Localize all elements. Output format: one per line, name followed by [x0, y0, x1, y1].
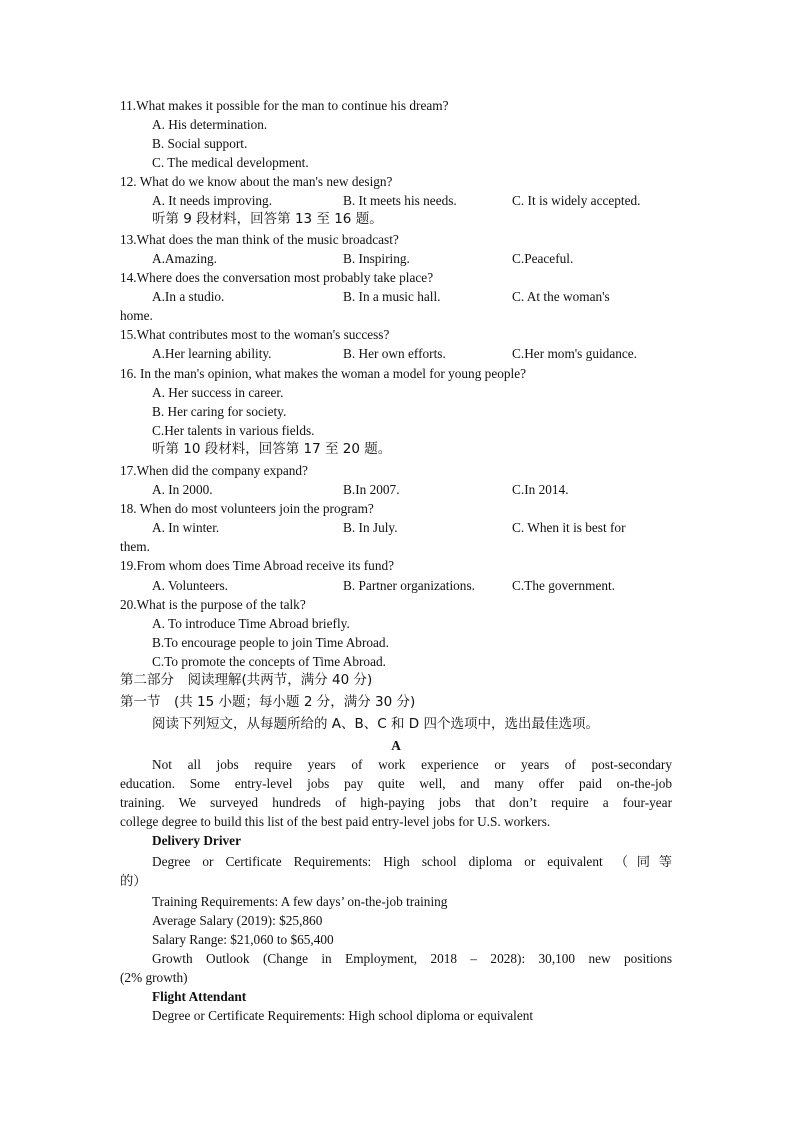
- question-20-option-b: B.To encourage people to join Time Abroad.: [152, 635, 389, 650]
- question-17-option-b: B.In 2007.: [343, 482, 400, 497]
- section-10-instruction: 听第 10 段材料，回答第 17 至 20 题。: [152, 441, 392, 457]
- question-18-options: [120, 518, 672, 537]
- job-2-title: Flight Attendant: [152, 989, 247, 1004]
- question-12-options: [120, 191, 672, 210]
- question-19-stem: 19.From whom does Time Abroad receive its fund?: [120, 558, 395, 573]
- question-16-option-b: B. Her caring for society.: [152, 404, 287, 419]
- passage-intro-line-3: training. We surveyed hundreds of high-paying jobs that don’t require a four-year: [120, 795, 672, 810]
- question-20-stem: 20.What is the purpose of the talk?: [120, 597, 306, 612]
- question-13-option-b: B. Inspiring.: [343, 251, 410, 266]
- job-1-degree: Degree or Certificate Requirements: High school diploma or equivalent （同等: [152, 854, 672, 869]
- question-11-stem: 11.What makes it possible for the man to continue his dream?: [120, 98, 449, 113]
- job-1-salary: Average Salary (2019): $25,860: [152, 913, 323, 928]
- question-13-options: [120, 249, 672, 268]
- question-13-option-a: A.Amazing.: [152, 251, 217, 266]
- question-20-option-c: C.To promote the concepts of Time Abroad.: [152, 654, 386, 669]
- passage-intro-line-2: education. Some entry-level jobs pay quite well, and many offer paid on-the-job: [120, 776, 672, 791]
- passage-intro-line-1: Not all jobs require years of work experience or years of post-secondary: [152, 757, 672, 772]
- question-14-option-c: C. At the woman's: [512, 289, 610, 304]
- question-12-stem: 12. What do we know about the man's new design?: [120, 174, 393, 189]
- question-19-option-a: A. Volunteers.: [152, 578, 228, 593]
- part-2-heading: 第二部分 阅读理解(共两节，满分 40 分): [120, 672, 373, 688]
- question-18-stem: 18. When do most volunteers join the program?: [120, 501, 374, 516]
- question-19-option-c: C.The government.: [512, 578, 616, 593]
- question-17-stem: 17.When did the company expand?: [120, 463, 308, 478]
- question-13-option-c: C.Peaceful.: [512, 251, 574, 266]
- question-19-options: [120, 576, 672, 595]
- job-1-degree-continued: 的）: [120, 873, 147, 888]
- question-16-option-a: A. Her success in career.: [152, 385, 284, 400]
- question-15-option-a: A.Her learning ability.: [152, 346, 272, 361]
- question-15-option-c: C.Her mom's guidance.: [512, 346, 637, 361]
- question-18-option-c: C. When it is best for: [512, 520, 626, 535]
- question-14-stem: 14.Where does the conversation most probably take place?: [120, 270, 434, 285]
- question-20-option-a: A. To introduce Time Abroad briefly.: [152, 616, 350, 631]
- passage-intro-line-4: college degree to build this list of the best paid entry-level jobs for U.S. workers.: [120, 814, 551, 829]
- question-15-stem: 15.What contributes most to the woman's success?: [120, 327, 390, 342]
- question-11-option-b: B. Social support.: [152, 136, 248, 151]
- question-17-option-c: C.In 2014.: [512, 482, 569, 497]
- question-12-option-a: A. It needs improving.: [152, 193, 273, 208]
- part-2-instruction: 阅读下列短文，从每题所给的 A、B、C 和 D 四个选项中，选出最佳选项。: [152, 716, 599, 732]
- question-14-option-a: A.In a studio.: [152, 289, 225, 304]
- question-15-options: [120, 344, 672, 363]
- question-19-option-b: B. Partner organizations.: [343, 578, 475, 593]
- question-13-stem: 13.What does the man think of the music broadcast?: [120, 232, 399, 247]
- question-11-option-a: A. His determination.: [152, 117, 268, 132]
- question-14-option-b: B. In a music hall.: [343, 289, 441, 304]
- question-14-options: [120, 287, 672, 306]
- section-9-instruction: 听第 9 段材料，回答第 13 至 16 题。: [152, 211, 383, 227]
- job-1-salary-range: Salary Range: $21,060 to $65,400: [152, 932, 334, 947]
- question-18-option-b: B. In July.: [343, 520, 398, 535]
- question-17-options: [120, 480, 672, 499]
- question-18-option-c-continued: them.: [120, 539, 150, 554]
- job-1-growth-continued: (2% growth): [120, 970, 188, 985]
- question-16-option-c: C.Her talents in various fields.: [152, 423, 315, 438]
- question-15-option-b: B. Her own efforts.: [343, 346, 446, 361]
- job-1-growth: Growth Outlook (Change in Employment, 2018 – 2028): 30,100 new positions: [152, 951, 672, 966]
- passage-label: A: [391, 738, 401, 753]
- question-14-option-c-continued: home.: [120, 308, 153, 323]
- job-1-training: Training Requirements: A few days’ on-the-job training: [152, 894, 448, 909]
- job-2-degree: Degree or Certificate Requirements: High school diploma or equivalent: [152, 1008, 534, 1023]
- question-12-option-c: C. It is widely accepted.: [512, 193, 641, 208]
- question-18-option-a: A. In winter.: [152, 520, 220, 535]
- question-12-option-b: B. It meets his needs.: [343, 193, 457, 208]
- part-2-section-1-heading: 第一节 (共 15 小题；每小题 2 分，满分 30 分): [120, 694, 416, 710]
- question-17-option-a: A. In 2000.: [152, 482, 213, 497]
- question-11-option-c: C. The medical development.: [152, 155, 309, 170]
- question-16-stem: 16. In the man's opinion, what makes the woman a model for young people?: [120, 366, 527, 381]
- job-1-title: Delivery Driver: [152, 833, 241, 848]
